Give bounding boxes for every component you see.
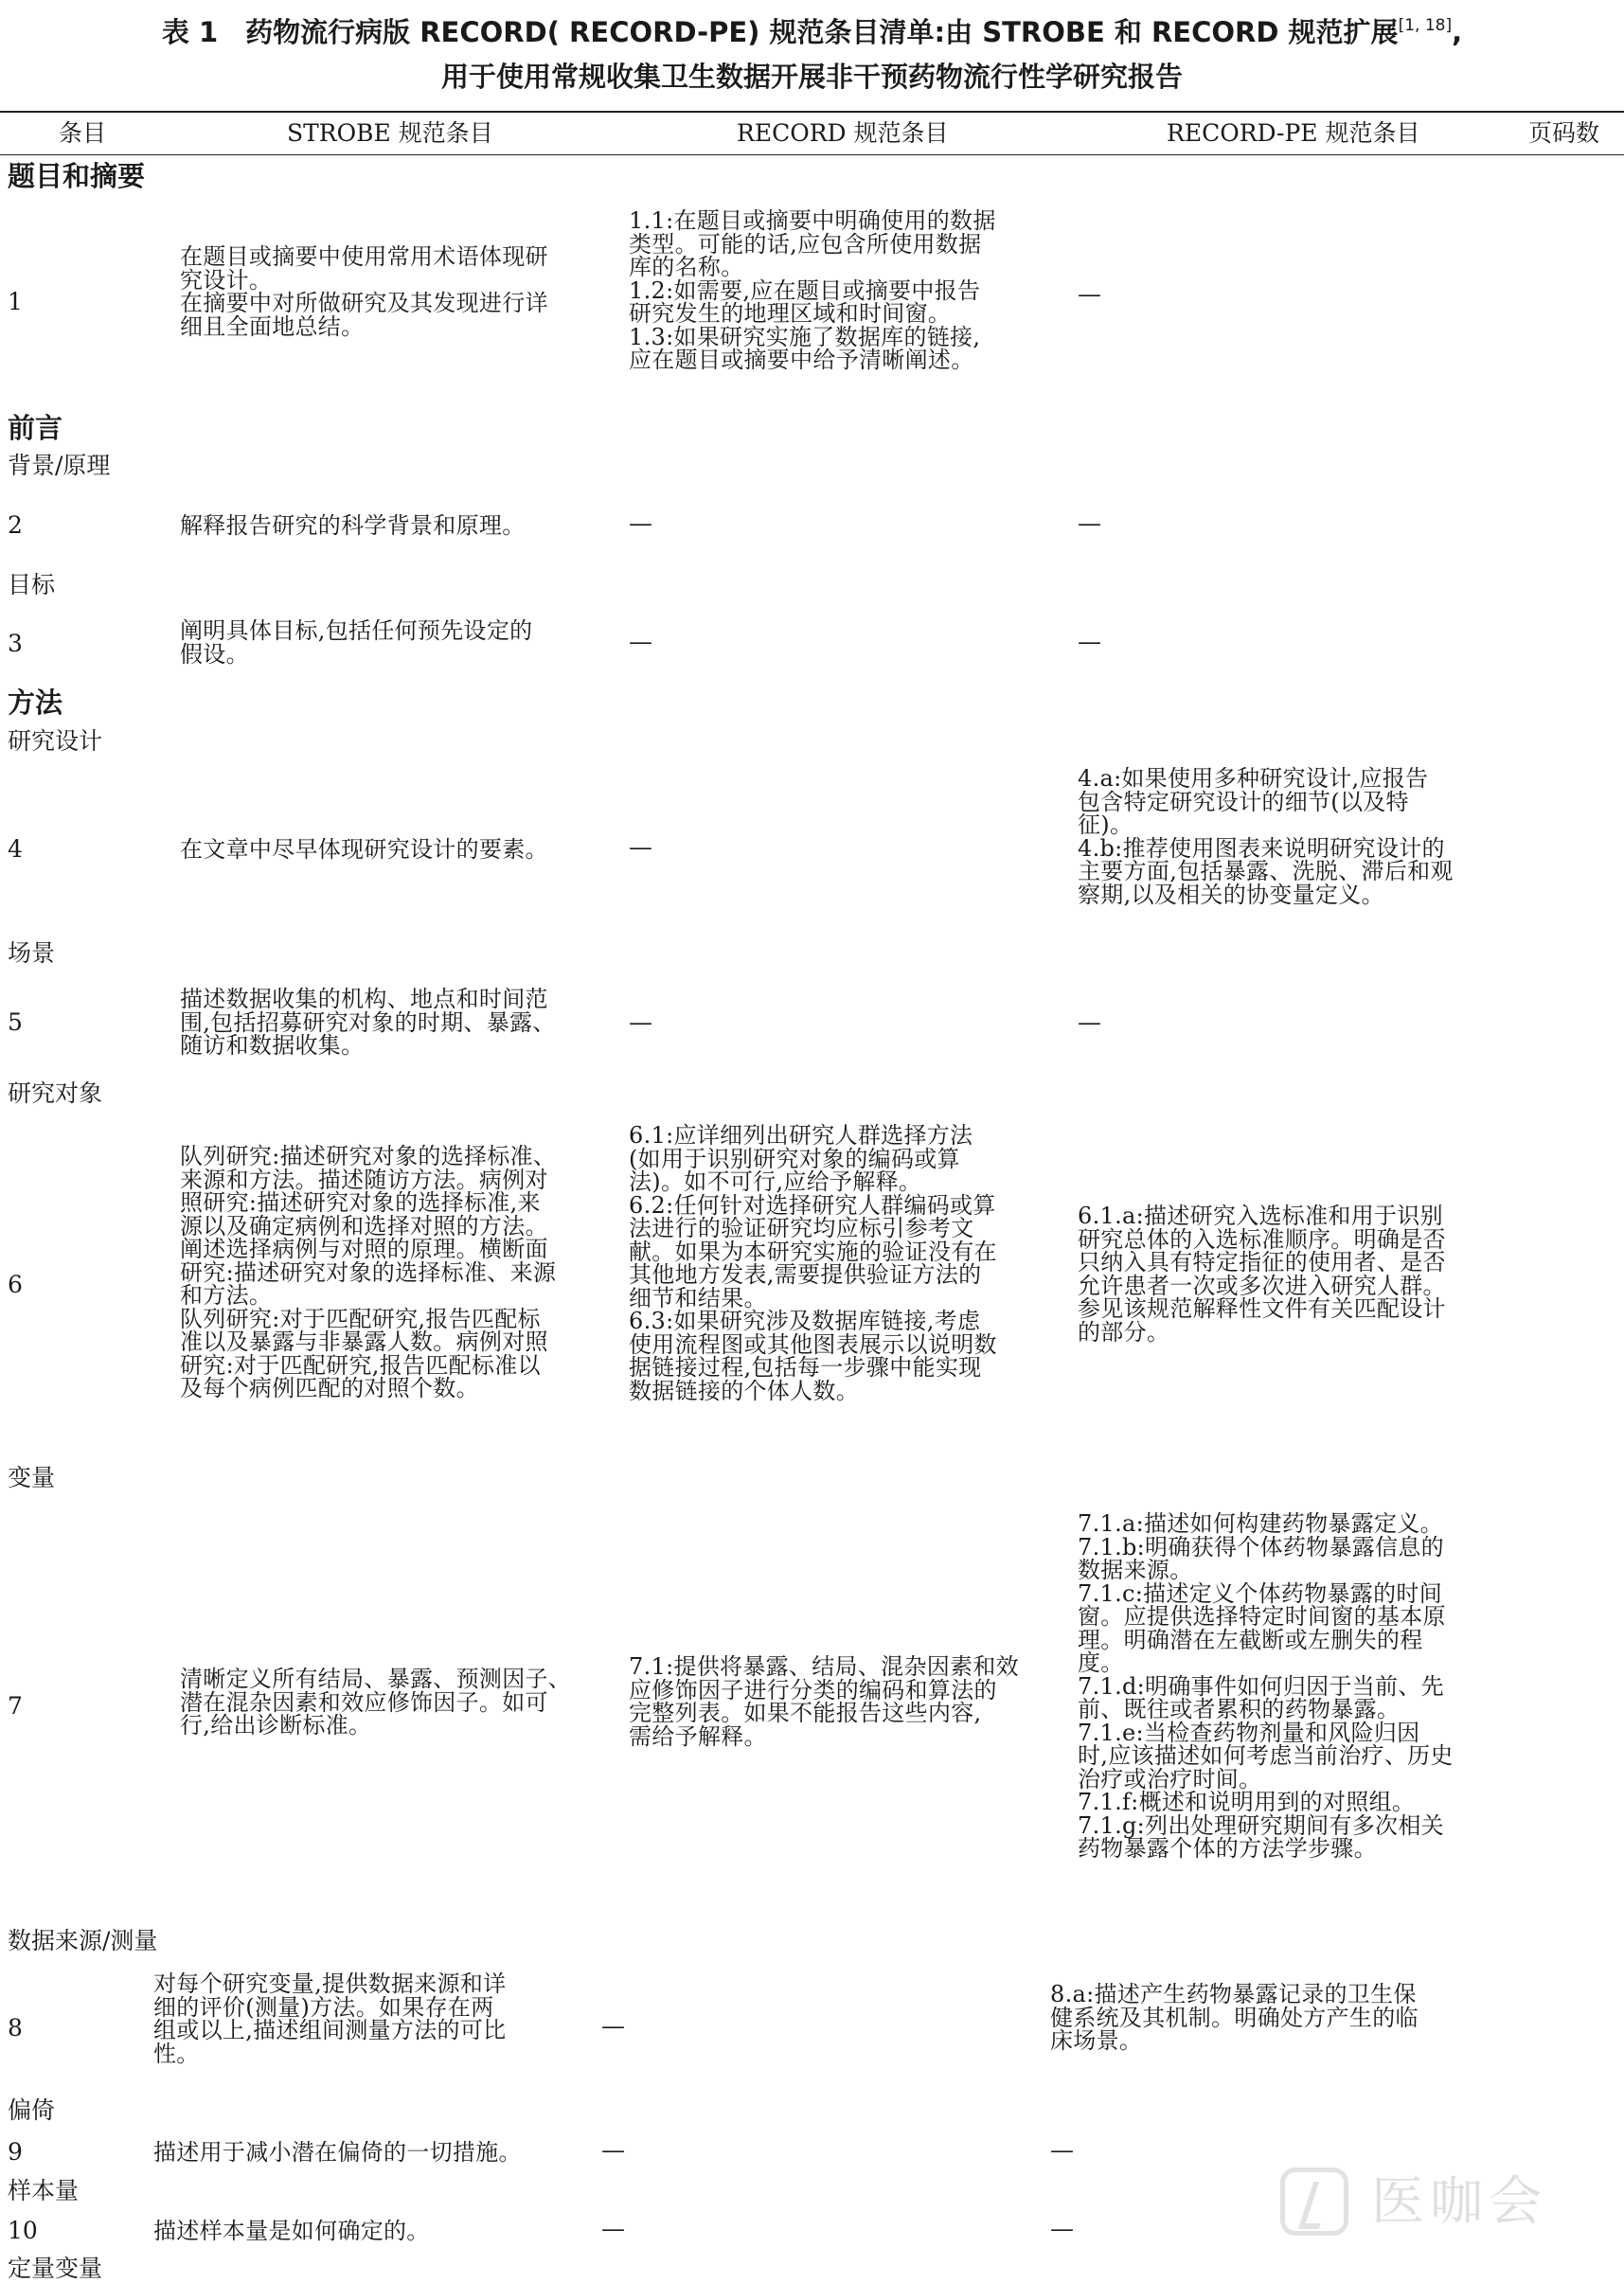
recordpe-dash-3: — <box>1078 628 1101 655</box>
record-dash-5: — <box>629 1008 652 1036</box>
subsection-variables: 变量 <box>8 1464 56 1491</box>
recordpe-cell-7: 7.1.a:描述如何构建药物暴露定义。 7.1.b:明确获得个体药物暴露信息的 数据来源。 7.1.c:描述定义个体药物暴露的时间 窗。应提供选择特定时间窗的基本原 理。明确潜在左截断或左删失的程 度。 7.1.d:明确事件如何归因于当前、先 前、既往或者累积的药物暴露。 7.1.e:当检查药物剂量和风险归因 时,应该描述如何考虑当前治疗、历史 治疗或治疗时间。 7.1.f:概述和说明用到的对照组。 7.1.g:列出处理研究期间有多次相关 药物暴露个体的方法学步骤。 <box>1078 1510 1454 1862</box>
table-title-tail: , <box>1452 16 1463 48</box>
recordpe-dash-2: — <box>1078 509 1101 537</box>
table-header-rule <box>0 154 1624 155</box>
table-title-text: 表 1 药物流行病版 RECORD( RECORD-PE) 规范条目清单:由 STROBE 和 RECORD 规范扩展 <box>161 16 1399 48</box>
item-number: 9 <box>8 2138 23 2166</box>
item-number: 6 <box>8 1271 23 1298</box>
strobe-cell-9: 描述用于减小潜在偏倚的一切措施。 <box>153 2139 522 2166</box>
item-number: 5 <box>8 1008 23 1036</box>
table-title-line2: 用于使用常规收集卫生数据开展非干预药物流行性学研究报告 <box>440 61 1183 93</box>
subsection-setting: 场景 <box>8 939 56 967</box>
item-number: 8 <box>8 2014 23 2042</box>
strobe-cell-2: 解释报告研究的科学背景和原理。 <box>180 512 526 539</box>
record-cell-6: 6.1:应详细列出研究人群选择方法 (如用于识别研究对象的编码或算 法)。如不可行,应给予解释。 6.2:任何针对选择研究人群编码或算 法进行的验证研究均应标引参考文 献。如果为本研究实施的验证没有在 其他地方发表,需要提供验证方法的 细节和结果。 6.3:如果研究涉及数据库链接,考虑 使用流程图或其他图表展示以说明数 据链接过程,包括每一步骤中能实现 数据链接的个体人数。 <box>629 1122 997 1404</box>
item-number: 3 <box>8 630 23 657</box>
strobe-cell-3: 阐明具体目标,包括任何预先设定的 假设。 <box>180 617 533 668</box>
strobe-cell-1: 在题目或摘要中使用常用术语体现研 究设计。 在摘要中对所做研究及其发现进行详 细且全面地总结。 <box>180 243 548 340</box>
subsection-data-sources: 数据来源/测量 <box>8 1927 158 1954</box>
record-dash-9: — <box>601 2136 625 2164</box>
item-number: 1 <box>8 288 23 315</box>
strobe-cell-8: 对每个研究变量,提供数据来源和详 细的评价(测量)方法。如果存在两 组或以上,描述组间测量方法的可比 性。 <box>153 1971 507 2067</box>
record-dash-2: — <box>629 509 652 537</box>
watermark-text: 医咖会 <box>1371 2171 1547 2233</box>
recordpe-dash-1: — <box>1078 280 1101 308</box>
record-cell-1: 1.1:在题目或摘要中明确使用的数据 类型。可能的话,应包含所使用数据 库的名称。 1.2:如需要,应在题目或摘要中报告 研究发生的地理区域和时间窗。 1.3:如果研究实施了数据库的链接, 应在题目或摘要中给予清晰阐述。 <box>629 207 996 373</box>
subsection-participants: 研究对象 <box>8 1079 103 1107</box>
table-top-rule <box>0 111 1624 113</box>
strobe-cell-10: 描述样本量是如何确定的。 <box>153 2218 430 2244</box>
item-number: 10 <box>8 2217 38 2244</box>
record-dash-10: — <box>601 2215 625 2242</box>
header-page: 页码数 <box>1528 119 1600 147</box>
header-strobe: STROBE 规范条目 <box>287 119 493 147</box>
subsection-background: 背景/原理 <box>8 452 111 479</box>
strobe-cell-4: 在文章中尽早体现研究设计的要素。 <box>180 836 548 863</box>
subsection-quantitative: 定量变量 <box>8 2255 103 2282</box>
item-number: 4 <box>8 835 23 863</box>
table-title-line1 <box>0 6 1624 52</box>
reference-citation: [1, 18] <box>1398 16 1453 35</box>
recordpe-cell-8: 8.a:描述产生药物暴露记录的卫生保 健系统及其机制。明确处方产生的临 床场景。 <box>1050 1981 1419 2054</box>
section-intro: 前言 <box>8 412 63 444</box>
subsection-design: 研究设计 <box>8 727 103 755</box>
recordpe-dash-9: — <box>1050 2136 1074 2164</box>
recordpe-dash-10: — <box>1050 2215 1074 2242</box>
recordpe-dash-5: — <box>1078 1008 1101 1036</box>
section-title-abstract: 题目和摘要 <box>8 160 146 192</box>
watermark-logo-icon <box>1280 2167 1348 2236</box>
header-recordpe: RECORD-PE 规范条目 <box>1167 119 1420 147</box>
record-cell-7: 7.1:提供将暴露、结局、混杂因素和效 应修饰因子进行分类的编码和算法的 完整列表。如果不能报告这些内容, 需给予解释。 <box>629 1653 1019 1750</box>
subsection-bias: 偏倚 <box>8 2096 56 2124</box>
subsection-objectives: 目标 <box>8 571 56 598</box>
watermark <box>1280 2166 1583 2241</box>
item-number: 2 <box>8 511 23 539</box>
strobe-cell-7: 清晰定义所有结局、暴露、预测因子、 潜在混杂因素和效应修饰因子。如可 行,给出诊断标准。 <box>180 1666 572 1739</box>
record-dash-8: — <box>601 2012 625 2040</box>
record-dash-4: — <box>629 833 652 861</box>
header-record: RECORD 规范条目 <box>737 119 949 147</box>
header-item: 条目 <box>59 119 107 147</box>
subsection-study-size: 样本量 <box>8 2177 80 2204</box>
section-methods: 方法 <box>8 687 63 719</box>
strobe-cell-5: 描述数据收集的机构、地点和时间范 围,包括招募研究对象的时期、暴露、 随访和数据收集。 <box>180 986 556 1059</box>
record-dash-3: — <box>629 628 652 655</box>
recordpe-cell-6: 6.1.a:描述研究入选标准和用于识别 研究总体的入选标准顺序。明确是否 只纳入具有特定指征的使用者、是否 允许患者一次或多次进入研究人群。 参见该规范解释性文件有关匹配设计 的部分。 <box>1078 1203 1446 1346</box>
item-number: 7 <box>8 1692 23 1720</box>
strobe-cell-6: 队列研究:描述研究对象的选择标准、 来源和方法。描述随访方法。病例对 照研究:描述研究对象的选择标准,来 源以及确定病例和选择对照的方法。 阐述选择病例与对照的原理。横断面 研究:描述研究对象的选择标准、来源 和方法。 队列研究:对于匹配研究,报告匹配标 准以及暴露与非暴露人数。病例对照 研究:对于匹配研究,报告匹配标准以 及每个病例匹配的对照个数。 <box>180 1143 557 1401</box>
recordpe-cell-4: 4.a:如果使用多种研究设计,应报告 包含特定研究设计的细节(以及特 征)。 4.b:推荐使用图表来说明研究设计的 主要方面,包括暴露、洗脱、滞后和观 察期,以及相关的协变量定义。 <box>1078 765 1454 908</box>
